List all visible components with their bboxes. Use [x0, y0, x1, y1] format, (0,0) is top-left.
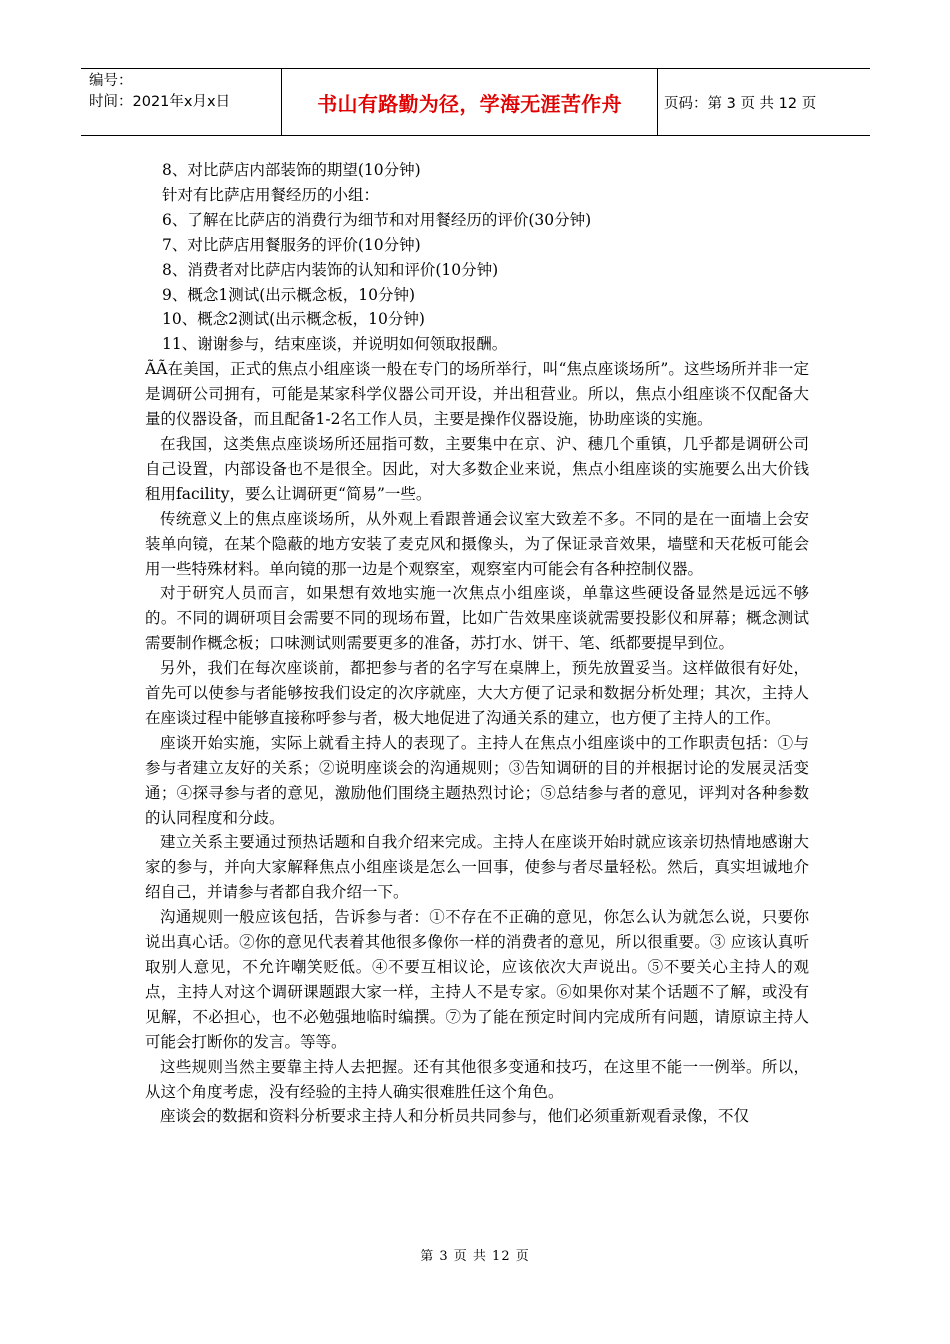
body-paragraph: 在我国，这类焦点座谈场所还屈指可数，主要集中在京、沪、穗几个重镇，几乎都是调研公司自己设置，内部设备也不是很全。因此，对大多数企业来说，焦点小组座谈的实施要么出大价钱租用facility，要么让调研更“简易”一些。	[145, 434, 809, 503]
body-paragraph: 沟通规则一般应该包括，告诉参与者：①不存在不正确的意见，你怎么认为就怎么说，只要你说出真心话。②你的意见代表着其他很多像你一样的消费者的意见，所以很重要。③ 应该认真听取别人意见，不允许嘲笑贬低。④不要互相议论，应该依次大声说出。⑤不要关心主持人的观点，主持人对这个调研课题跟大家一样，主持人不是专家。⑥如果你对某个话题不了解，或没有见解，不必担心，也不必勉强地临时编撰。⑦为了能在预定时间内完成所有问题，请原谅主持人可能会打断你的发言。等等。	[145, 908, 809, 1051]
agenda-item: 10、概念2测试(出示概念板，10分钟)	[162, 310, 425, 329]
body-paragraph: 建立关系主要通过预热话题和自我介绍来完成。主持人在座谈开始时就应该亲切热情地感谢大家的参与，并向大家解释焦点小组座谈是怎么一回事，使参与者尽量轻松。然后，真实坦诚地介绍自己，并请参与者都自我介绍一下。	[145, 833, 809, 902]
agenda-item: 11、谢谢参与，结束座谈，并说明如何领取报酬。	[162, 335, 508, 354]
document-body	[145, 158, 809, 1129]
agenda-item: 8、对比萨店内部装饰的期望(10分钟)	[162, 161, 421, 179]
header-page-info: 页码：第 3 页 共 12 页	[664, 95, 817, 112]
body-paragraph: 座谈开始实施，实际上就看主持人的表现了。主持人在焦点小组座谈中的工作职责包括：①与参与者建立友好的关系；②说明座谈会的沟通规则；③告知调研的目的并根据讨论的发展灵活变通；④探寻参与者的意见，激励他们围绕主题热烈讨论；⑤总结参与者的意见，评判对各种参数的认同程度和分歧。	[145, 733, 809, 827]
page-footer: 第 3 页 共 12 页	[420, 1249, 530, 1264]
body-paragraph: ÃÃ在美国，正式的焦点小组座谈一般在专门的场所举行，叫“焦点座谈场所”。这些场所并非一定是调研公司拥有，可能是某家科学仪器公司开设，并出租营业。所以，焦点小组座谈不仅配备大量的仪器设备，而且配备1-2名工作人员，主要是操作仪器设施，协助座谈的实施。	[145, 360, 809, 429]
agenda-item: 9、概念1测试(出示概念板，10分钟)	[162, 285, 416, 304]
body-paragraph: 另外，我们在每次座谈前，都把参与者的名字写在桌牌上，预先放置妥当。这样做很有好处，首先可以使参与者能够按我们设定的次序就座，大大方便了记录和数据分析处理；其次，主持人在座谈过程中能够直接称呼参与者，极大地促进了沟通关系的建立，也方便了主持人的工作。	[145, 659, 809, 727]
header-page-cell	[658, 69, 870, 135]
agenda-group-heading: 针对有比萨店用餐经历的小组：	[162, 185, 380, 204]
header-motto-cell	[282, 69, 658, 135]
header-table	[81, 68, 870, 136]
body-paragraph: 对于研究人员而言，如果想有效地实施一次焦点小组座谈，单靠这些硬设备显然是远远不够的。不同的调研项目会需要不同的现场布置，比如广告效果座谈就需要投影仪和屏幕；概念测试需要制作概念板；口味测试则需要更多的准备，苏打水、饼干、笔、纸都要提早到位。	[145, 584, 809, 653]
document-date-label: 时间：2021年x月x日	[89, 94, 231, 110]
header-motto: 书山有路勤为径，学海无涯苦作舟	[317, 91, 622, 116]
agenda-item: 7、对比萨店用餐服务的评价(10分钟)	[162, 235, 421, 254]
agenda-item: 6、了解在比萨店的消费行为细节和对用餐经历的评价(30分钟)	[162, 210, 592, 229]
document-code-label: 编号：	[89, 73, 133, 89]
body-paragraph: 座谈会的数据和资料分析要求主持人和分析员共同参与，他们必须重新观看录像，不仅	[160, 1107, 750, 1126]
body-paragraph: 这些规则当然主要靠主持人去把握。还有其他很多变通和技巧，在这里不能一一例举。所以，从这个角度考虑，没有经验的主持人确实很难胜任这个角色。	[145, 1057, 809, 1101]
agenda-item: 8、消费者对比萨店内装饰的认知和评价(10分钟)	[162, 260, 499, 279]
body-paragraph: 传统意义上的焦点座谈场所，从外观上看跟普通会议室大致差不多。不同的是在一面墙上会安装单向镜，在某个隐蔽的地方安装了麦克风和摄像头，为了保证录音效果，墙壁和天花板可能会用一些特殊材料。单向镜的那一边是个观察室，观察室内可能会有各种控制仪器。	[145, 509, 809, 578]
header-left-cell	[81, 69, 282, 135]
